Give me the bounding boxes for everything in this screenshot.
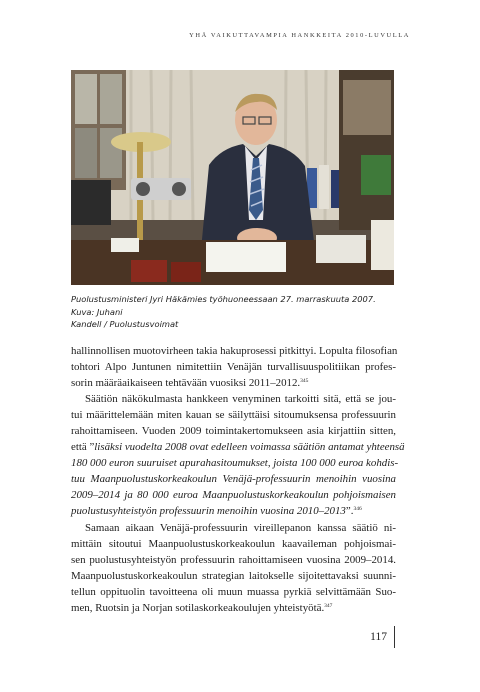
- body-text: [71, 343, 405, 616]
- text-line-with-note: [71, 375, 396, 391]
- photo-illustration: [71, 70, 394, 285]
- text-line-with-note: [71, 600, 396, 616]
- office-portrait-photo: [71, 70, 394, 285]
- quote-text: 2009–2014 ja 80 000 euroa Maanpuolustuskorkeakoulun pohjoismaisen: [71, 489, 396, 502]
- paragraph-1: [71, 343, 396, 391]
- text-line: hallinnollisen muotovirheen takia hakuprosessi pitkittyi. Lopulta filosofian: [71, 345, 398, 357]
- text-line: Säätiön näkökulmasta hankkeen venyminen tarkoitti sitä, että se jou-: [85, 393, 396, 406]
- folio-rule: [394, 626, 395, 648]
- quote-text: 180 000 euron suuruiset apurahasitoumukset, joista 100 000 euroa kohdis-: [71, 457, 399, 470]
- text-line: sorin määräaikaiseen tehtävään vuosiksi 2011–2012.: [71, 377, 301, 390]
- caption-line-1: Puolustusministeri Jyri Häkämies työhuoneessaan 27. marraskuuta 2007. Kuva: Juhani: [71, 294, 376, 317]
- paragraph-2: [71, 391, 405, 519]
- text-line: Maanpuolustuskorkeakoulun strategian laitokselle sijoitettavaksi suunni-: [71, 569, 396, 582]
- text-line: tui määrittelemään miten kauan se säilyttäisi sitoumuksensa professuurin: [71, 409, 396, 422]
- quote-line: [71, 487, 396, 503]
- text-line: men, Ruotsin ja Norjan sotilaskorkeakoulujen yhteistyötä.: [71, 601, 325, 614]
- footnote-ref[interactable]: 347: [324, 602, 333, 609]
- quote-text: tuu Maanpuolustuskorkeakoulun Venäjä-professuurin menoihin vuosina: [71, 473, 396, 486]
- caption-line-2: Kandell / Puolustusvoimat: [71, 319, 179, 330]
- text-line: Samaan aikaan Venäjä-professuurin vireillepanon kanssa säätiö ni-: [85, 521, 396, 534]
- quote-text: lisäksi vuodelta 2008 ovat edelleen voimassa säätiön antamat yhteensä: [94, 441, 405, 454]
- running-head: YHÄ VAIKUTTAVAMPIA HANKKEITA 2010-LUVULLA: [189, 32, 410, 39]
- quote-line: [71, 455, 399, 471]
- quote-text: puolustusyhteistyön professuurin menoihin vuosina 2010–2013: [71, 505, 346, 518]
- footnote-ref[interactable]: 346: [353, 506, 362, 513]
- text-line: rahoittamiseen. Vuoden 2009 toimintakertomukseen asia kirjattiin sitten,: [71, 425, 396, 438]
- text-line: tohtori Alpo Juntunen nimitettiin Venäjän turvallisuuspolitiikan profes-: [71, 361, 396, 374]
- page-number: 117: [370, 631, 387, 643]
- photo-caption: [71, 293, 401, 331]
- text-line: tellun oppituolin tavoitteena oli muun muassa pyrkiä selvittämään Suo-: [71, 585, 396, 598]
- quote-lead-in: että ”: [71, 441, 95, 454]
- text-line: sen puolustusyhteistyön professuurin rahoittamiseen vuosina 2009–2014.: [71, 553, 396, 566]
- paragraph-3: [71, 520, 396, 616]
- quote-line-with-note: [71, 503, 396, 519]
- quote-close: ”.: [345, 505, 354, 518]
- footnote-ref[interactable]: 345: [300, 378, 309, 385]
- text-line: mittäin sitoutui Maanpuolustuskorkeakoulun kaavaileman pohjoismai-: [71, 537, 396, 550]
- quote-line: [71, 471, 396, 487]
- quote-line-with-lead-in: [71, 439, 405, 455]
